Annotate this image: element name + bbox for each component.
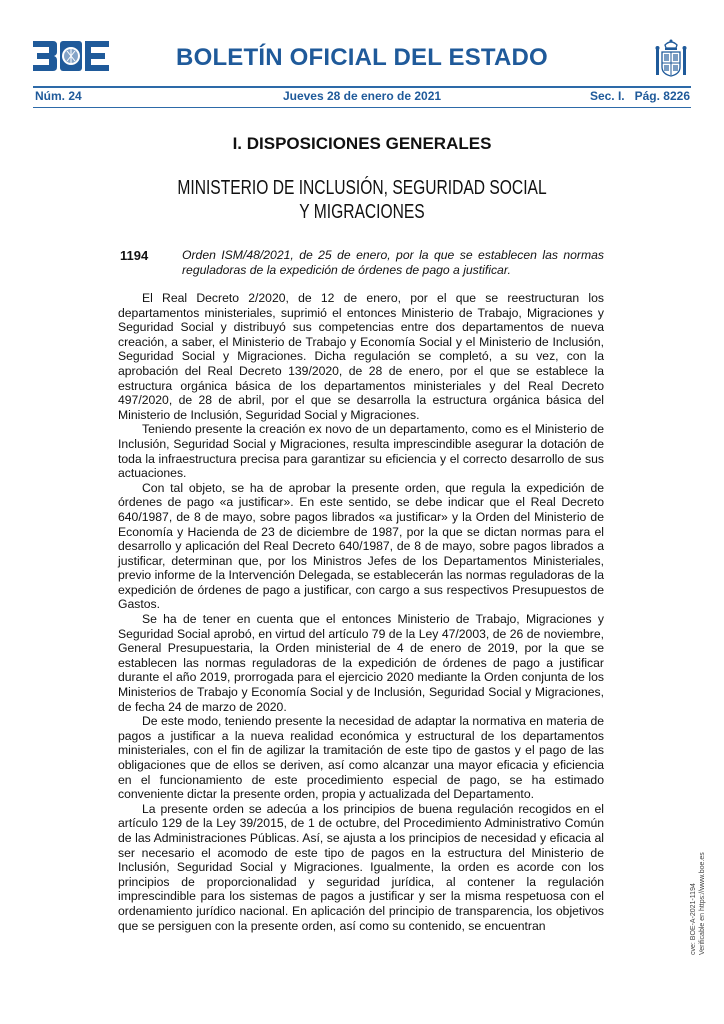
ministry-line-2: Y MIGRACIONES <box>299 201 425 223</box>
issue-date: Jueves 28 de enero de 2021 <box>282 89 442 103</box>
paragraph: La presente orden se adecúa a los principios de buena regulación recogidos en el artículo 129 de la Ley 39/2015, de 1 de octubre, del Procedimiento Administrativo Común de las Administraciones Públicas. Así, se ajusta a los principios de necesidad y eficacia al ser necesario el acomodo de este tipo de pagos en la estructura del Ministerio de Inclusión, Seguridad Social y Migraciones. Igualmente, la orden es acorde con los principios de proporcionalidad y seguridad jurídica, al contener la regulación imprescindible para los sistemas de pagos a justificar y ser la misma respetuosa con el ordenamiento jurídico nacional. En aplicación del principio de transparencia, los objetivos que se persiguen con la presente orden, así como su contenido, se encuentran <box>118 801 604 933</box>
ministry-line-1: MINISTERIO DE INCLUSIÓN, SEGURIDAD SOCIAL <box>177 177 547 199</box>
spain-coat-of-arms-icon <box>652 37 690 79</box>
disposition-number: 1194 <box>120 248 149 263</box>
section-label: Sec. I. <box>589 89 625 103</box>
section-title: I. DISPOSICIONES GENERALES <box>232 134 492 153</box>
page-number: Pág. 8226 <box>634 89 690 103</box>
issue-number: Núm. 24 <box>35 89 82 103</box>
section-page <box>580 89 690 103</box>
cve-code: cve: BOE-A-2021-1194 <box>690 883 697 955</box>
paragraph: El Real Decreto 2/2020, de 12 de enero, por el que se reestructuran los departamentos ministeriales, suprimió el entonces Ministerio de Trabajo, Migraciones y Seguridad Social y distribuyó sus competencias entre dos departamentos de nueva creación, a saber, el Ministerio de Trabajo y Economía Social y el Ministerio de Inclusión, Seguridad Social y Migraciones. Dicha regulación se completó, a su vez, con la aprobación del Real Decreto 139/2020, de 28 de enero, por el que se establece la estructura orgánica básica de los departamentos ministeriales y del Real Decreto 497/2020, de 28 de abril, por el que se desarrolla la estructura orgánica básica del Ministerio de Inclusión, Seguridad Social y Migraciones. <box>118 291 604 422</box>
paragraph: Teniendo presente la creación ex novo de un departamento, como es el Ministerio de Inclusión, Seguridad Social y Migraciones, resulta imprescindible asegurar la dotación de toda la infraestructura precisa para garantizar su eficiencia y el correcto desarrollo de sus actuaciones. <box>118 422 604 481</box>
verification-link[interactable]: Verificable en https://www.boe.es <box>699 852 706 955</box>
disposition-title: Orden ISM/48/2021, de 25 de enero, por la que se establecen las normas reguladoras de la expedición de órdenes de pago a justificar. <box>182 248 604 277</box>
bulletin-title: BOLETÍN OFICIAL DEL ESTADO <box>176 44 548 71</box>
paragraph: De este modo, teniendo presente la necesidad de adaptar la normativa en materia de pagos a justificar a la nueva realidad económica y estructural de los departamentos ministeriales, con el fin de agilizar la tramitación de este tipo de gastos y el pago de las obligaciones que de ellos se deriven, así como alcanzar una mayor eficacia y eficiencia en el funcionamiento de este procedimiento especial de pago, se ha estimado conveniente dictar la presente orden, propia y actualizada del Departamento. <box>118 714 604 802</box>
header-rule-top <box>33 86 691 88</box>
verification-note <box>689 852 707 955</box>
paragraph: Se ha de tener en cuenta que el entonces Ministerio de Trabajo, Migraciones y Seguridad Social aprobó, en virtud del artículo 79 de la Ley 47/2003, de 26 de noviembre, General Presupuestaria, la Orden ministerial de 4 de enero de 2019, por la que se establecen las normas reguladoras de la expedición de órdenes de pago a justificar durante el año 2019, prorrogada para el ejercicio 2020 mediante la Orden conjunta de los Ministerios de Trabajo y Economía Social y de Inclusión, Seguridad Social y Migraciones, de fecha 24 de marzo de 2020. <box>118 612 604 714</box>
document-body <box>118 291 604 933</box>
ministry-heading <box>80 176 645 224</box>
paragraph: Con tal objeto, se ha de aprobar la presente orden, que regula la expedición de órdenes de pago «a justificar». En este sentido, se debe indicar que el Real Decreto 640/1987, de 8 de mayo, sobre pagos librados «a justificar» y la Orden del Ministerio de Economía y Hacienda de 23 de diciembre de 1987, por la que se dictan normas para el desarrollo y aplicación del Real Decreto 640/1987, de 8 de mayo, sobre pagos librados a justificar, determinan que, por los Ministros Jefes de los Departamentos Ministeriales, previo informe de la Intervención Delegada, se establecerán las normas reguladoras de la expedición de órdenes de pago a justificar, con cargo a sus respectivos Presupuestos de Gastos. <box>118 480 604 612</box>
header-rule-bottom <box>33 107 691 108</box>
